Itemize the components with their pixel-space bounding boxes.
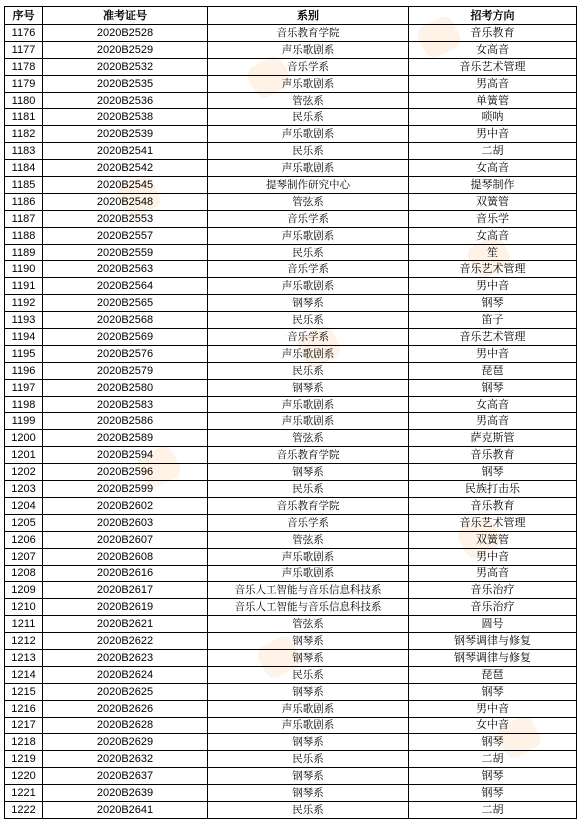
- table-row: [5, 430, 577, 447]
- exam-number: 2020B2569: [43, 329, 208, 346]
- row-index: 1185: [5, 177, 43, 194]
- exam-number: 2020B2580: [43, 379, 208, 396]
- department: 音乐教育学院: [208, 497, 409, 514]
- exam-number: 2020B2529: [43, 41, 208, 58]
- table-row: [5, 58, 577, 75]
- exam-number: 2020B2626: [43, 700, 208, 717]
- major: 单簧管: [409, 92, 577, 109]
- major: 音乐艺术管理: [409, 514, 577, 531]
- row-index: 1214: [5, 666, 43, 683]
- exam-number: 2020B2602: [43, 497, 208, 514]
- department: 声乐歌剧系: [208, 565, 409, 582]
- exam-number: 2020B2565: [43, 295, 208, 312]
- table-row: [5, 447, 577, 464]
- department: 钢琴系: [208, 768, 409, 785]
- row-index: 1189: [5, 244, 43, 261]
- table-row: [5, 261, 577, 278]
- major: 女中音: [409, 717, 577, 734]
- exam-number: 2020B2568: [43, 312, 208, 329]
- exam-number: 2020B2539: [43, 126, 208, 143]
- row-index: 1218: [5, 734, 43, 751]
- major: 男中音: [409, 126, 577, 143]
- row-index: 1201: [5, 447, 43, 464]
- exam-number: 2020B2624: [43, 666, 208, 683]
- department: 音乐人工智能与音乐信息科技系: [208, 599, 409, 616]
- table-row: [5, 109, 577, 126]
- row-index: 1197: [5, 379, 43, 396]
- row-index: 1198: [5, 396, 43, 413]
- department: 管弦系: [208, 531, 409, 548]
- header-major: 招考方向: [409, 7, 577, 25]
- major: 男高音: [409, 75, 577, 92]
- table-row: [5, 801, 577, 818]
- table-row: [5, 666, 577, 683]
- exam-number: 2020B2535: [43, 75, 208, 92]
- exam-number: 2020B2607: [43, 531, 208, 548]
- exam-number: 2020B2621: [43, 616, 208, 633]
- major: 笙: [409, 244, 577, 261]
- department: 声乐歌剧系: [208, 41, 409, 58]
- row-index: 1186: [5, 193, 43, 210]
- table-row: [5, 717, 577, 734]
- department: 声乐歌剧系: [208, 160, 409, 177]
- table-row: [5, 751, 577, 768]
- major: 女高音: [409, 160, 577, 177]
- exam-number: 2020B2563: [43, 261, 208, 278]
- major: 笛子: [409, 312, 577, 329]
- department: 音乐学系: [208, 58, 409, 75]
- major: 女高音: [409, 396, 577, 413]
- row-index: 1203: [5, 481, 43, 498]
- row-index: 1178: [5, 58, 43, 75]
- major: 音乐教育: [409, 25, 577, 42]
- table-row: [5, 649, 577, 666]
- table-row: [5, 683, 577, 700]
- department: 音乐教育学院: [208, 447, 409, 464]
- exam-number: 2020B2532: [43, 58, 208, 75]
- header-index: 序号: [5, 7, 43, 25]
- department: 管弦系: [208, 616, 409, 633]
- major: 音乐学: [409, 210, 577, 227]
- row-index: 1179: [5, 75, 43, 92]
- row-index: 1202: [5, 464, 43, 481]
- table-row: [5, 244, 577, 261]
- exam-number: 2020B2579: [43, 362, 208, 379]
- department: 钢琴系: [208, 379, 409, 396]
- major: 音乐教育: [409, 497, 577, 514]
- department: 音乐学系: [208, 210, 409, 227]
- major: 音乐艺术管理: [409, 329, 577, 346]
- department: 钢琴系: [208, 464, 409, 481]
- row-index: 1210: [5, 599, 43, 616]
- exam-number: 2020B2639: [43, 785, 208, 802]
- row-index: 1195: [5, 345, 43, 362]
- exam-number: 2020B2541: [43, 143, 208, 160]
- table-row: [5, 396, 577, 413]
- table-body: [5, 25, 577, 819]
- row-index: 1209: [5, 582, 43, 599]
- department: 民乐系: [208, 362, 409, 379]
- major: 钢琴调律与修复: [409, 633, 577, 650]
- exam-number: 2020B2632: [43, 751, 208, 768]
- major: 唢呐: [409, 109, 577, 126]
- department: 声乐歌剧系: [208, 75, 409, 92]
- major: 双簧管: [409, 193, 577, 210]
- department: 声乐歌剧系: [208, 700, 409, 717]
- department: 钢琴系: [208, 734, 409, 751]
- exam-number: 2020B2603: [43, 514, 208, 531]
- exam-number: 2020B2623: [43, 649, 208, 666]
- major: 男高音: [409, 565, 577, 582]
- row-index: 1200: [5, 430, 43, 447]
- major: 钢琴: [409, 683, 577, 700]
- exam-number: 2020B2596: [43, 464, 208, 481]
- major: 男中音: [409, 548, 577, 565]
- row-index: 1177: [5, 41, 43, 58]
- major: 二胡: [409, 143, 577, 160]
- major: 琵琶: [409, 666, 577, 683]
- department: 民乐系: [208, 312, 409, 329]
- table-row: [5, 92, 577, 109]
- exam-number: 2020B2553: [43, 210, 208, 227]
- table-row: [5, 379, 577, 396]
- department: 音乐学系: [208, 329, 409, 346]
- exam-number: 2020B2528: [43, 25, 208, 42]
- major: 萨克斯管: [409, 430, 577, 447]
- major: 提琴制作: [409, 177, 577, 194]
- department: 音乐学系: [208, 261, 409, 278]
- table-row: [5, 329, 577, 346]
- exam-number: 2020B2576: [43, 345, 208, 362]
- exam-number: 2020B2548: [43, 193, 208, 210]
- table-row: [5, 565, 577, 582]
- exam-number: 2020B2641: [43, 801, 208, 818]
- row-index: 1191: [5, 278, 43, 295]
- table-row: [5, 75, 577, 92]
- row-index: 1176: [5, 25, 43, 42]
- major: 钢琴: [409, 379, 577, 396]
- table-row: [5, 193, 577, 210]
- row-index: 1216: [5, 700, 43, 717]
- exam-number: 2020B2564: [43, 278, 208, 295]
- major: 钢琴: [409, 734, 577, 751]
- exam-number: 2020B2538: [43, 109, 208, 126]
- department: 声乐歌剧系: [208, 413, 409, 430]
- department: 管弦系: [208, 430, 409, 447]
- table-row: [5, 582, 577, 599]
- department: 民乐系: [208, 751, 409, 768]
- department: 钢琴系: [208, 785, 409, 802]
- table-row: [5, 548, 577, 565]
- exam-number: 2020B2589: [43, 430, 208, 447]
- row-index: 1221: [5, 785, 43, 802]
- exam-number: 2020B2536: [43, 92, 208, 109]
- row-index: 1199: [5, 413, 43, 430]
- exam-number: 2020B2557: [43, 227, 208, 244]
- table-row: [5, 345, 577, 362]
- row-index: 1184: [5, 160, 43, 177]
- table-row: [5, 295, 577, 312]
- exam-number: 2020B2599: [43, 481, 208, 498]
- major: 二胡: [409, 801, 577, 818]
- exam-number: 2020B2622: [43, 633, 208, 650]
- row-index: 1187: [5, 210, 43, 227]
- exam-number: 2020B2625: [43, 683, 208, 700]
- row-index: 1196: [5, 362, 43, 379]
- major: 女高音: [409, 41, 577, 58]
- major: 钢琴调律与修复: [409, 649, 577, 666]
- department: 声乐歌剧系: [208, 548, 409, 565]
- header-department: 系别: [208, 7, 409, 25]
- table-row: [5, 497, 577, 514]
- table-row: [5, 785, 577, 802]
- department: 民乐系: [208, 244, 409, 261]
- major: 男中音: [409, 278, 577, 295]
- table-row: [5, 464, 577, 481]
- exam-number: 2020B2637: [43, 768, 208, 785]
- table-row: [5, 700, 577, 717]
- row-index: 1207: [5, 548, 43, 565]
- row-index: 1222: [5, 801, 43, 818]
- major: 音乐艺术管理: [409, 58, 577, 75]
- major: 男中音: [409, 700, 577, 717]
- exam-number: 2020B2583: [43, 396, 208, 413]
- row-index: 1212: [5, 633, 43, 650]
- major: 双簧管: [409, 531, 577, 548]
- row-index: 1211: [5, 616, 43, 633]
- row-index: 1219: [5, 751, 43, 768]
- exam-number: 2020B2542: [43, 160, 208, 177]
- major: 圆号: [409, 616, 577, 633]
- table-row: [5, 278, 577, 295]
- row-index: 1217: [5, 717, 43, 734]
- row-index: 1206: [5, 531, 43, 548]
- admission-list: [4, 6, 576, 819]
- department: 声乐歌剧系: [208, 126, 409, 143]
- admission-table: [4, 6, 577, 819]
- row-index: 1205: [5, 514, 43, 531]
- exam-number: 2020B2545: [43, 177, 208, 194]
- table-row: [5, 210, 577, 227]
- major: 音乐治疗: [409, 599, 577, 616]
- row-index: 1181: [5, 109, 43, 126]
- major: 音乐艺术管理: [409, 261, 577, 278]
- header-row: [5, 7, 577, 25]
- major: 音乐教育: [409, 447, 577, 464]
- department: 民乐系: [208, 109, 409, 126]
- department: 声乐歌剧系: [208, 345, 409, 362]
- major: 二胡: [409, 751, 577, 768]
- department: 声乐歌剧系: [208, 227, 409, 244]
- table-row: [5, 599, 577, 616]
- row-index: 1215: [5, 683, 43, 700]
- exam-number: 2020B2617: [43, 582, 208, 599]
- department: 音乐人工智能与音乐信息科技系: [208, 582, 409, 599]
- table-row: [5, 768, 577, 785]
- department: 提琴制作研究中心: [208, 177, 409, 194]
- department: 音乐学系: [208, 514, 409, 531]
- major: 钢琴: [409, 295, 577, 312]
- table-row: [5, 481, 577, 498]
- department: 钢琴系: [208, 649, 409, 666]
- row-index: 1180: [5, 92, 43, 109]
- major: 钢琴: [409, 785, 577, 802]
- major: 钢琴: [409, 768, 577, 785]
- major: 琵琶: [409, 362, 577, 379]
- row-index: 1188: [5, 227, 43, 244]
- table-row: [5, 413, 577, 430]
- major: 男高音: [409, 413, 577, 430]
- department: 民乐系: [208, 143, 409, 160]
- exam-number: 2020B2629: [43, 734, 208, 751]
- row-index: 1182: [5, 126, 43, 143]
- table-row: [5, 41, 577, 58]
- exam-number: 2020B2616: [43, 565, 208, 582]
- row-index: 1194: [5, 329, 43, 346]
- row-index: 1208: [5, 565, 43, 582]
- major: 女高音: [409, 227, 577, 244]
- row-index: 1220: [5, 768, 43, 785]
- department: 管弦系: [208, 92, 409, 109]
- exam-number: 2020B2586: [43, 413, 208, 430]
- table-row: [5, 227, 577, 244]
- row-index: 1213: [5, 649, 43, 666]
- department: 钢琴系: [208, 295, 409, 312]
- table-row: [5, 616, 577, 633]
- row-index: 1183: [5, 143, 43, 160]
- table-row: [5, 312, 577, 329]
- row-index: 1192: [5, 295, 43, 312]
- table-row: [5, 25, 577, 42]
- row-index: 1190: [5, 261, 43, 278]
- department: 声乐歌剧系: [208, 717, 409, 734]
- row-index: 1204: [5, 497, 43, 514]
- header-exam-number: 准考证号: [43, 7, 208, 25]
- department: 声乐歌剧系: [208, 396, 409, 413]
- exam-number: 2020B2619: [43, 599, 208, 616]
- table-row: [5, 514, 577, 531]
- table-row: [5, 177, 577, 194]
- table-row: [5, 531, 577, 548]
- table-row: [5, 143, 577, 160]
- table-row: [5, 633, 577, 650]
- major: 音乐治疗: [409, 582, 577, 599]
- department: 管弦系: [208, 193, 409, 210]
- table-row: [5, 126, 577, 143]
- department: 钢琴系: [208, 633, 409, 650]
- table-row: [5, 734, 577, 751]
- exam-number: 2020B2559: [43, 244, 208, 261]
- department: 声乐歌剧系: [208, 278, 409, 295]
- major: 民族打击乐: [409, 481, 577, 498]
- department: 音乐教育学院: [208, 25, 409, 42]
- exam-number: 2020B2628: [43, 717, 208, 734]
- table-row: [5, 160, 577, 177]
- exam-number: 2020B2608: [43, 548, 208, 565]
- department: 民乐系: [208, 481, 409, 498]
- row-index: 1193: [5, 312, 43, 329]
- department: 钢琴系: [208, 683, 409, 700]
- exam-number: 2020B2594: [43, 447, 208, 464]
- major: 男中音: [409, 345, 577, 362]
- major: 钢琴: [409, 464, 577, 481]
- table-row: [5, 362, 577, 379]
- department: 民乐系: [208, 666, 409, 683]
- department: 民乐系: [208, 801, 409, 818]
